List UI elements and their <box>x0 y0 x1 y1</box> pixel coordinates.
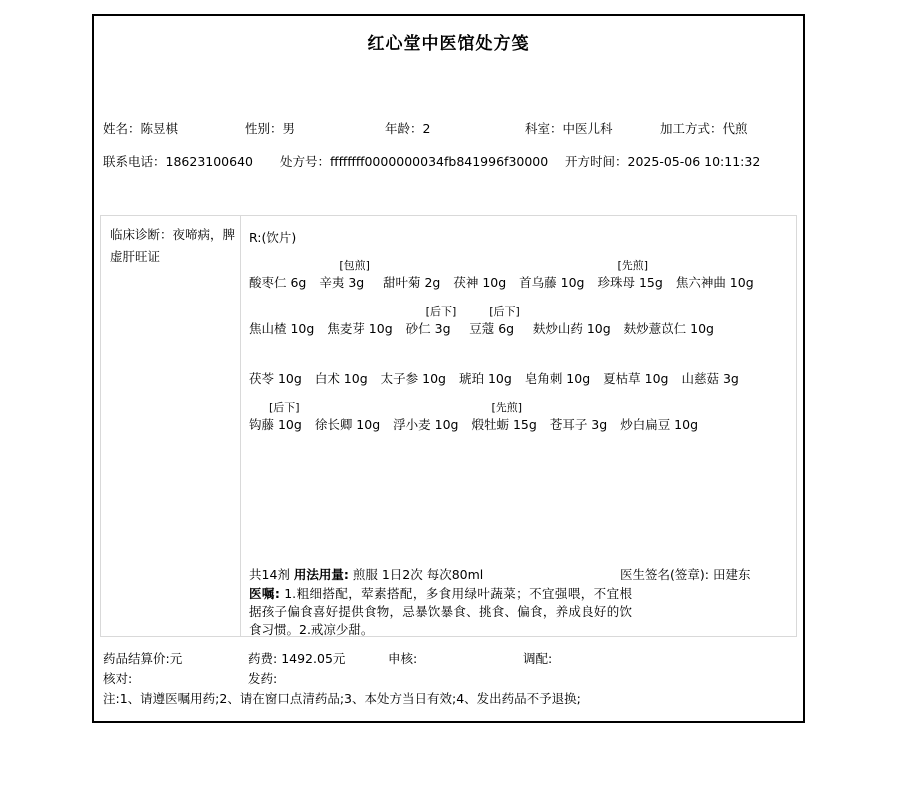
medical-advice-label: 医嘱: <box>249 586 280 601</box>
herb-decoction-tag <box>383 257 440 274</box>
herb-decoction-tag <box>624 303 714 320</box>
rx-column <box>241 216 796 636</box>
doctor-signature-label: 医生签名(签章): <box>620 567 709 582</box>
settle-price-field <box>103 650 182 667</box>
herb-decoction-tag: [先煎] <box>491 401 523 414</box>
herb-decoction-tag <box>620 399 698 416</box>
herb-decoction-tag <box>315 399 380 416</box>
rx-line <box>249 370 796 388</box>
herb-decoction-tag <box>249 303 314 320</box>
rx-lines <box>249 257 796 434</box>
herb-name-dose: 砂仁 3g <box>405 321 451 336</box>
medical-advice-text: 1.粗细搭配，荤素搭配，多食用绿叶蔬菜；不宜强喂，不宜根据孩子偏食喜好提供食物，忌暴饮暴食、挑食、偏食，养成良好的饮食习惯。2.戒凉少甜。 <box>249 586 632 637</box>
phone-value: 18623100640 <box>165 154 253 169</box>
processing-method-label: 加工方式： <box>660 121 723 136</box>
patient-age-label: 年龄： <box>385 121 423 136</box>
herb-name-dose: 钩藤 10g <box>249 417 302 432</box>
fee-label: 药费: <box>248 651 278 666</box>
usage-block <box>249 566 791 639</box>
herb-name-dose: 首乌藤 10g <box>519 275 585 290</box>
herb-item <box>469 303 520 338</box>
herb-name-dose: 茯神 10g <box>453 275 507 290</box>
prescription-sheet <box>92 14 805 723</box>
issue-drug-field: 发药: <box>248 671 278 686</box>
herb-name-dose: 徐长卿 10g <box>314 417 381 432</box>
processing-method-field <box>660 120 799 137</box>
herb-item <box>471 399 536 434</box>
herb-item <box>249 370 302 388</box>
fee-field <box>248 650 345 667</box>
herb-decoction-tag: [后下] <box>489 305 520 318</box>
herb-item <box>315 370 368 388</box>
diagnosis-column <box>101 216 241 636</box>
herb-decoction-tag <box>453 257 506 274</box>
patient-name-field <box>103 120 245 137</box>
herb-item <box>249 303 314 338</box>
prescription-no-value: ffffffff0000000034fb841996f30000 <box>330 154 549 169</box>
herb-decoction-tag <box>249 257 306 274</box>
herb-item <box>453 257 506 292</box>
herb-item <box>319 257 370 292</box>
department-label: 科室： <box>525 121 563 136</box>
herb-decoction-tag <box>550 399 607 416</box>
usage-text: 煎服 1日2次 每次80ml <box>352 567 484 582</box>
herb-item <box>249 257 306 292</box>
herb-name-dose: 苍耳子 3g <box>549 417 608 432</box>
medical-advice <box>249 585 632 639</box>
herb-item <box>620 399 698 434</box>
fee-value: 1492.05元 <box>281 651 346 666</box>
check-field: 核对: <box>103 671 133 686</box>
review-field: 申核: <box>388 651 418 666</box>
rx-line <box>249 303 796 338</box>
clinical-diagnosis: 临床诊断：夜啼病，脾虚肝旺证 <box>110 227 236 264</box>
department-value: 中医儿科 <box>562 121 613 136</box>
herb-item <box>525 370 590 388</box>
issue-time-label: 开方时间： <box>565 154 628 169</box>
herb-name-dose: 麸炒薏苡仁 10g <box>623 321 714 336</box>
herb-item <box>603 370 668 388</box>
herb-decoction-tag <box>533 303 611 320</box>
patient-info-row-1 <box>103 120 799 137</box>
patient-gender-field <box>245 120 385 137</box>
herb-decoction-tag: [包煎] <box>339 259 370 272</box>
prescription-no-label: 处方号： <box>280 154 331 169</box>
herb-name-dose: 豆蔻 6g <box>469 321 515 336</box>
herb-decoction-tag: [先煎] <box>617 259 649 272</box>
department-field <box>525 120 660 137</box>
patient-age-field <box>385 120 525 137</box>
settle-price-value: 元 <box>169 651 183 666</box>
herb-name-dose: 煅牡蛎 15g <box>471 417 537 432</box>
issue-time-value: 2025-05-06 10:11:32 <box>627 154 761 169</box>
herb-name-dose: 珍珠母 15g <box>597 275 663 290</box>
herb-name-dose: 辛夷 3g <box>319 275 365 290</box>
patient-name-value: 陈昱棋 <box>140 121 179 136</box>
footer-note: 注:1、请遵医嘱用药;2、请在窗口点清药品;3、本处方当日有效;4、发出药品不予退换; <box>103 691 581 706</box>
herb-item <box>406 303 457 338</box>
herb-name-dose: 焦六神曲 10g <box>675 275 754 290</box>
rx-line <box>249 257 796 292</box>
herb-item <box>598 257 663 292</box>
herb-name-dose: 山慈菇 3g <box>681 371 739 386</box>
herb-item <box>681 370 738 388</box>
phone-field <box>103 153 280 170</box>
herb-item <box>550 399 607 434</box>
herb-name-dose: 焦麦芽 10g <box>327 321 393 336</box>
herb-decoction-tag <box>676 257 754 274</box>
page-title: 红心堂中医馆处方笺 <box>367 34 530 54</box>
herb-name-dose: 麸炒山药 10g <box>532 321 611 336</box>
herb-item <box>327 303 392 338</box>
patient-info-row-2 <box>103 153 799 170</box>
herb-name-dose: 琥珀 10g <box>458 371 512 386</box>
herb-item <box>383 257 440 292</box>
rx-header: R:(饮片) <box>249 230 297 245</box>
dispense-field: 调配: <box>523 651 553 666</box>
herb-decoction-tag <box>327 303 392 320</box>
herb-item <box>393 399 458 434</box>
herb-item <box>533 303 611 338</box>
herb-item <box>519 257 584 292</box>
usage-line <box>249 566 791 584</box>
herb-decoction-tag: [后下] <box>425 305 457 318</box>
herb-item <box>624 303 714 338</box>
rx-line <box>249 399 796 434</box>
settle-price-label: 药品结算价: <box>103 651 170 666</box>
herb-name-dose: 茯苓 10g <box>249 371 302 386</box>
herb-name-dose: 白术 10g <box>314 371 368 386</box>
herb-name-dose: 甜叶菊 2g <box>382 275 441 290</box>
herb-decoction-tag: [后下] <box>269 401 300 414</box>
patient-name-label: 姓名： <box>103 121 141 136</box>
herb-item <box>676 257 754 292</box>
doctor-signature-value: 田建东 <box>712 567 751 582</box>
herb-decoction-tag <box>519 257 584 274</box>
herb-name-dose: 浮小麦 10g <box>393 417 459 432</box>
patient-gender-value: 男 <box>282 121 296 136</box>
phone-label: 联系电话： <box>103 154 166 169</box>
herb-name-dose: 皂角刺 10g <box>524 371 591 386</box>
herb-name-dose: 焦山楂 10g <box>249 321 315 336</box>
prescription-table <box>100 215 797 637</box>
herb-decoction-tag <box>393 399 458 416</box>
herb-name-dose: 太子参 10g <box>380 371 446 386</box>
issue-time-field <box>565 153 799 170</box>
patient-age-value: 2 <box>422 121 431 136</box>
herb-item <box>459 370 512 388</box>
prescription-no-field <box>280 153 565 170</box>
patient-gender-label: 性别： <box>245 121 283 136</box>
herb-name-dose: 酸枣仁 6g <box>249 275 307 290</box>
herb-name-dose: 夏枯草 10g <box>603 371 669 386</box>
herb-item <box>315 399 380 434</box>
herb-name-dose: 炒白扁豆 10g <box>620 417 699 432</box>
processing-method-value: 代煎 <box>722 121 748 136</box>
total-doses: 共14剂 <box>249 567 290 582</box>
herb-item <box>381 370 446 388</box>
doctor-signature-field <box>620 566 750 583</box>
usage-label: 用法用量: <box>293 567 349 582</box>
herb-item <box>249 399 302 434</box>
